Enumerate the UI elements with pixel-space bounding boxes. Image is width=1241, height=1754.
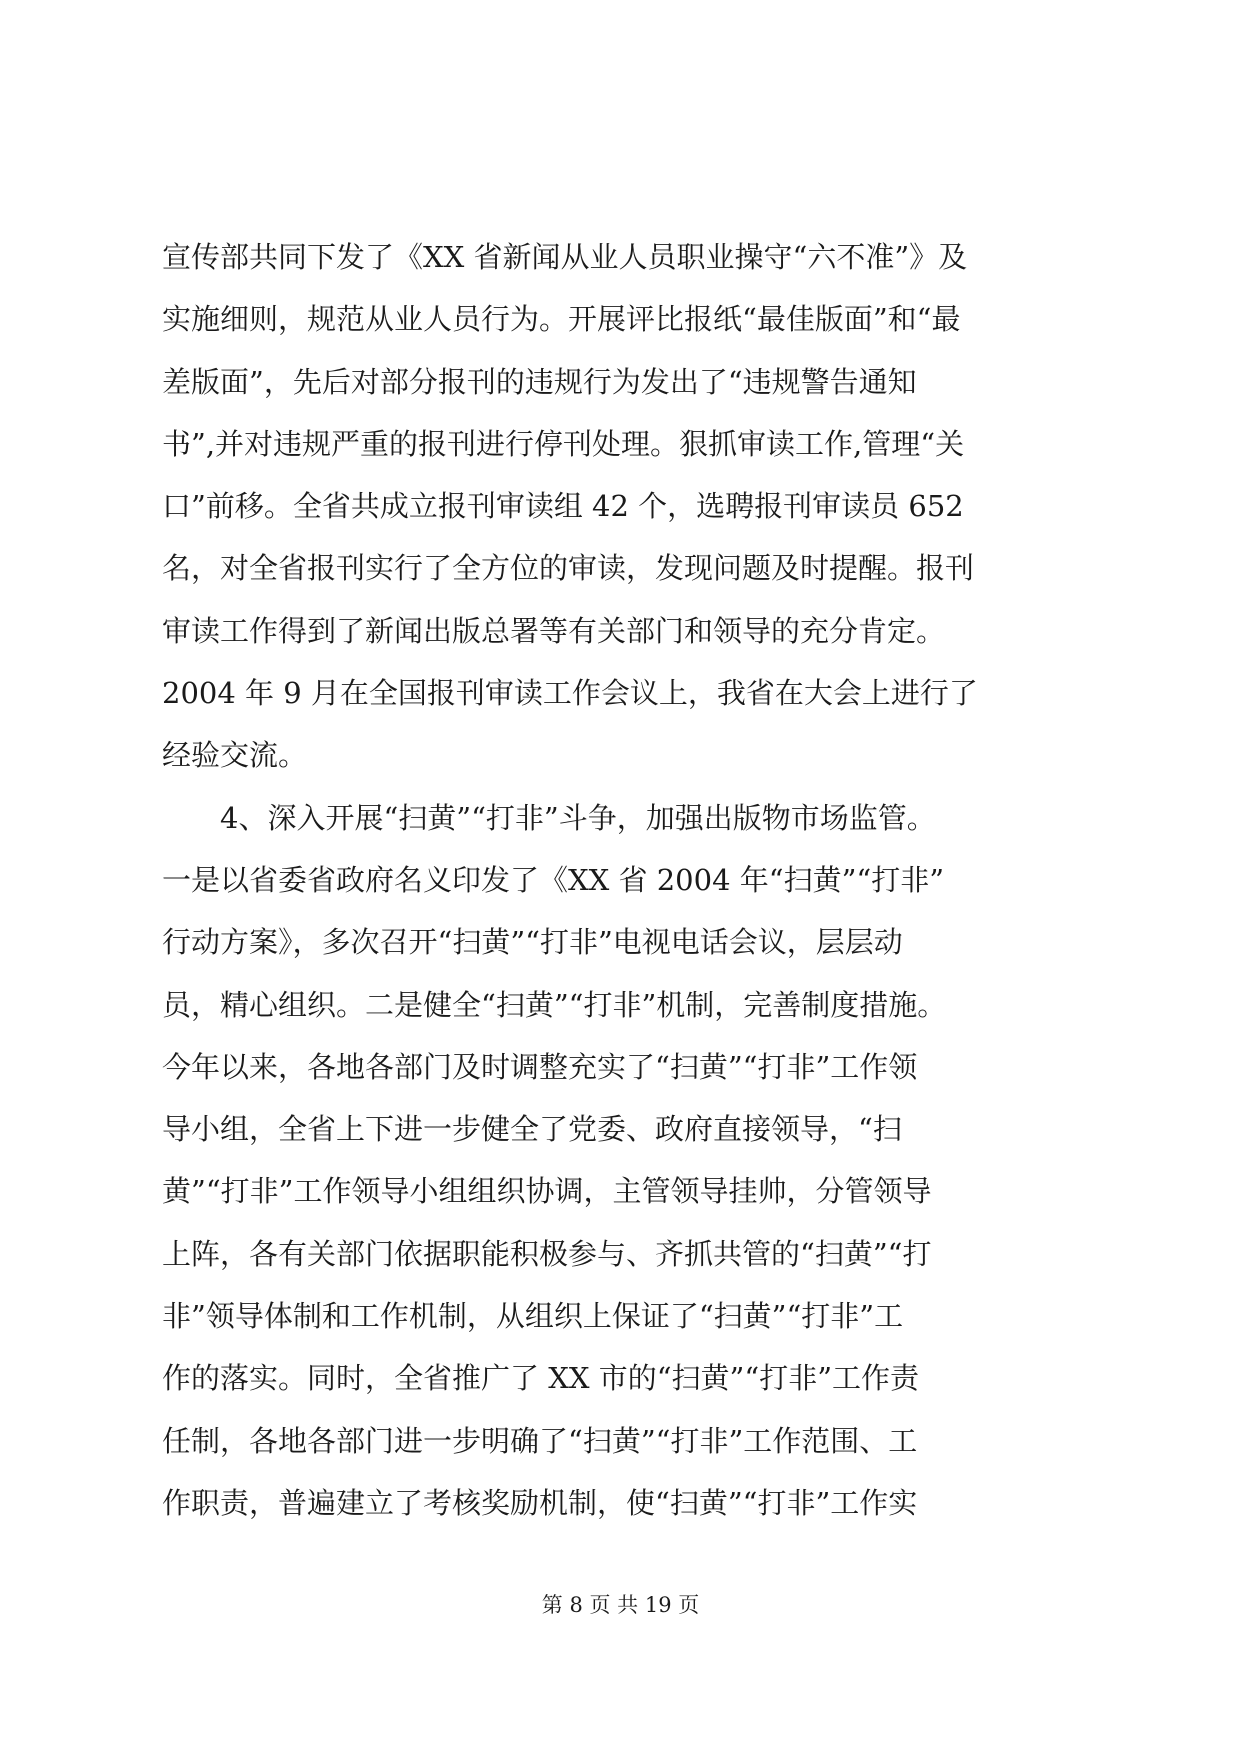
text-line: 任制，各地各部门进一步明确了“扫黄”“打非”工作范围、工 [162, 1423, 918, 1458]
text-line: 导小组，全省上下进一步健全了党委、政府直接领导，“扫 [162, 1112, 902, 1147]
page-footer: 第 8 页 共 19 页 [541, 1593, 700, 1617]
text-line: 作的落实。同时，全省推广了 XX 市的“扫黄”“打非”工作责 [162, 1361, 920, 1396]
body-text [162, 226, 1087, 1534]
text-line: 行动方案》，多次召开“扫黄”“打非”电视电话会议，层层动 [162, 925, 903, 960]
text-line: 2004 年 9 月在全国报刊审读工作会议上，我省在大会上进行了 [162, 676, 978, 711]
text-line: 书”,并对违规严重的报刊进行停刊处理。狠抓审读工作,管理“关 [162, 426, 965, 461]
text-line: 差版面”，先后对部分报刊的违规行为发出了“违规警告通知 [162, 364, 917, 399]
text-line: 员，精心组织。二是健全“扫黄”“打非”机制，完善制度措施。 [162, 987, 947, 1022]
text-line: 宣传部共同下发了《XX 省新闻从业人员职业操守“六不准”》及 [162, 240, 968, 274]
text-line: 经验交流。 [162, 738, 308, 773]
text-line: 一是以省委省政府名义印发了《XX 省 2004 年“扫黄”“打非” [162, 862, 945, 897]
text-line: 作职责，普遍建立了考核奖励机制，使“扫黄”“打非”工作实 [162, 1485, 918, 1520]
text-line: 上阵，各有关部门依据职能积极参与、齐抓共管的“扫黄”“打 [162, 1236, 932, 1271]
text-line: 非”领导体制和工作机制，从组织上保证了“扫黄”“打非”工 [162, 1299, 904, 1334]
text-line: 4、深入开展“扫黄”“打非”斗争，加强出版物市场监管。 [162, 800, 936, 835]
text-line: 黄”“打非”工作领导小组组织协调，主管领导挂帅，分管领导 [162, 1174, 932, 1209]
text-line: 今年以来，各地各部门及时调整充实了“扫黄”“打非”工作领 [162, 1049, 918, 1084]
text-line: 审读工作得到了新闻出版总署等有关部门和领导的充分肯定。 [162, 613, 946, 648]
text-line: 名，对全省报刊实行了全方位的审读，发现问题及时提醒。报刊 [162, 551, 975, 586]
text-line: 实施细则，规范从业人员行为。开展评比报纸“最佳版面”和“最 [162, 302, 961, 337]
text-line: 口”前移。全省共成立报刊审读组 42 个，选聘报刊审读员 652 [162, 489, 964, 524]
